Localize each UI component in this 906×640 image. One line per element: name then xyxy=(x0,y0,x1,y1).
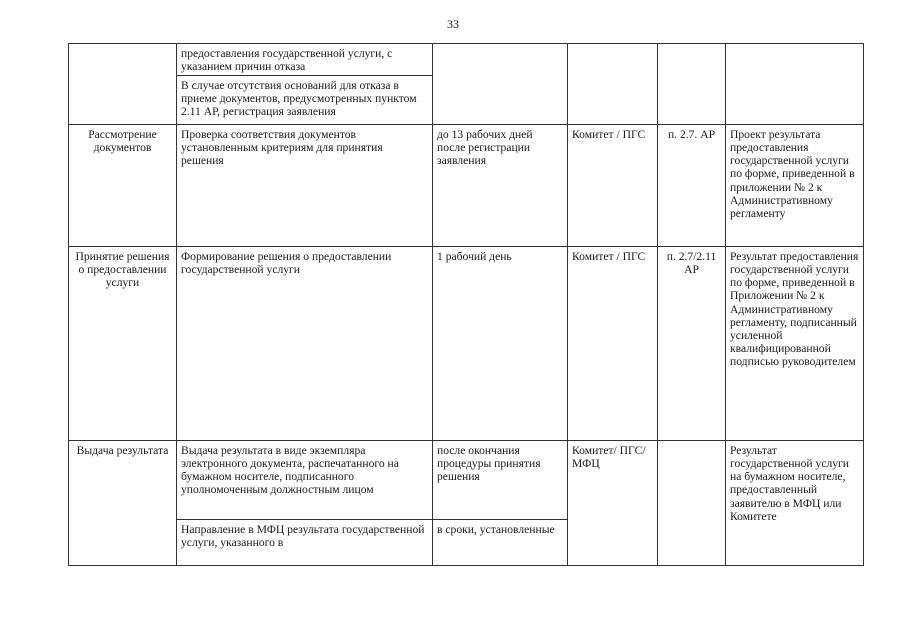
action-cell: Формирование решения о предоставлении государственной услуги xyxy=(177,247,433,441)
action-cell: предоставления государственной услуги, с указанием причин отказа xyxy=(177,44,433,76)
procedure-table xyxy=(68,43,864,566)
page-number: 33 xyxy=(447,17,459,31)
table-row xyxy=(69,44,864,76)
result-cell: Проект результата предоставления государственной услуги по форме, приведенной в приложении № 2 к Административному регламенту xyxy=(726,125,864,247)
result-cell: Результат предоставления государственной услуги по форме, приведенной в Приложении № 2 к Административному регламенту, подписанный усиленной квалифицированной подписью руководителем xyxy=(726,247,864,441)
action-cell: Проверка соответствия документов установленным критериям для принятия решения xyxy=(177,125,433,247)
article-cell xyxy=(658,44,726,125)
stage-cell: Принятие решения о предоставлении услуги xyxy=(69,247,177,441)
result-cell xyxy=(726,44,864,125)
table-row xyxy=(69,247,864,441)
article-cell xyxy=(658,441,726,566)
executor-cell: Комитет/ ПГС/ МФЦ xyxy=(568,441,658,566)
result-cell: Результат государственной услуги на бумажном носителе, предоставленный заявителю в МФЦ или Комитете xyxy=(726,441,864,566)
stage-cell: Рассмотрение документов xyxy=(69,125,177,247)
table-row xyxy=(69,441,864,520)
term-cell: до 13 рабочих дней после регистрации заявления xyxy=(433,125,568,247)
term-cell: в сроки, установленные xyxy=(433,520,568,566)
stage-cell xyxy=(69,44,177,125)
executor-cell xyxy=(568,44,658,125)
article-cell: п. 2.7. АР xyxy=(658,125,726,247)
term-cell xyxy=(433,44,568,125)
executor-cell: Комитет / ПГС xyxy=(568,247,658,441)
article-cell: п. 2.7/2.11 АР xyxy=(658,247,726,441)
action-cell: Направление в МФЦ результата государственной услуги, указанного в xyxy=(177,520,433,566)
action-cell: В случае отсутствия оснований для отказа в приеме документов, предусмотренных пунктом 2.11 АР, регистрация заявления xyxy=(177,76,433,125)
term-cell: 1 рабочий день xyxy=(433,247,568,441)
term-cell: после окончания процедуры принятия решения xyxy=(433,441,568,520)
executor-cell: Комитет / ПГС xyxy=(568,125,658,247)
action-cell: Выдача результата в виде экземпляра электронного документа, распечатанного на бумажном носителе, подписанного уполномоченным должностным лицом xyxy=(177,441,433,520)
stage-cell: Выдача результата xyxy=(69,441,177,566)
table-row xyxy=(69,125,864,247)
